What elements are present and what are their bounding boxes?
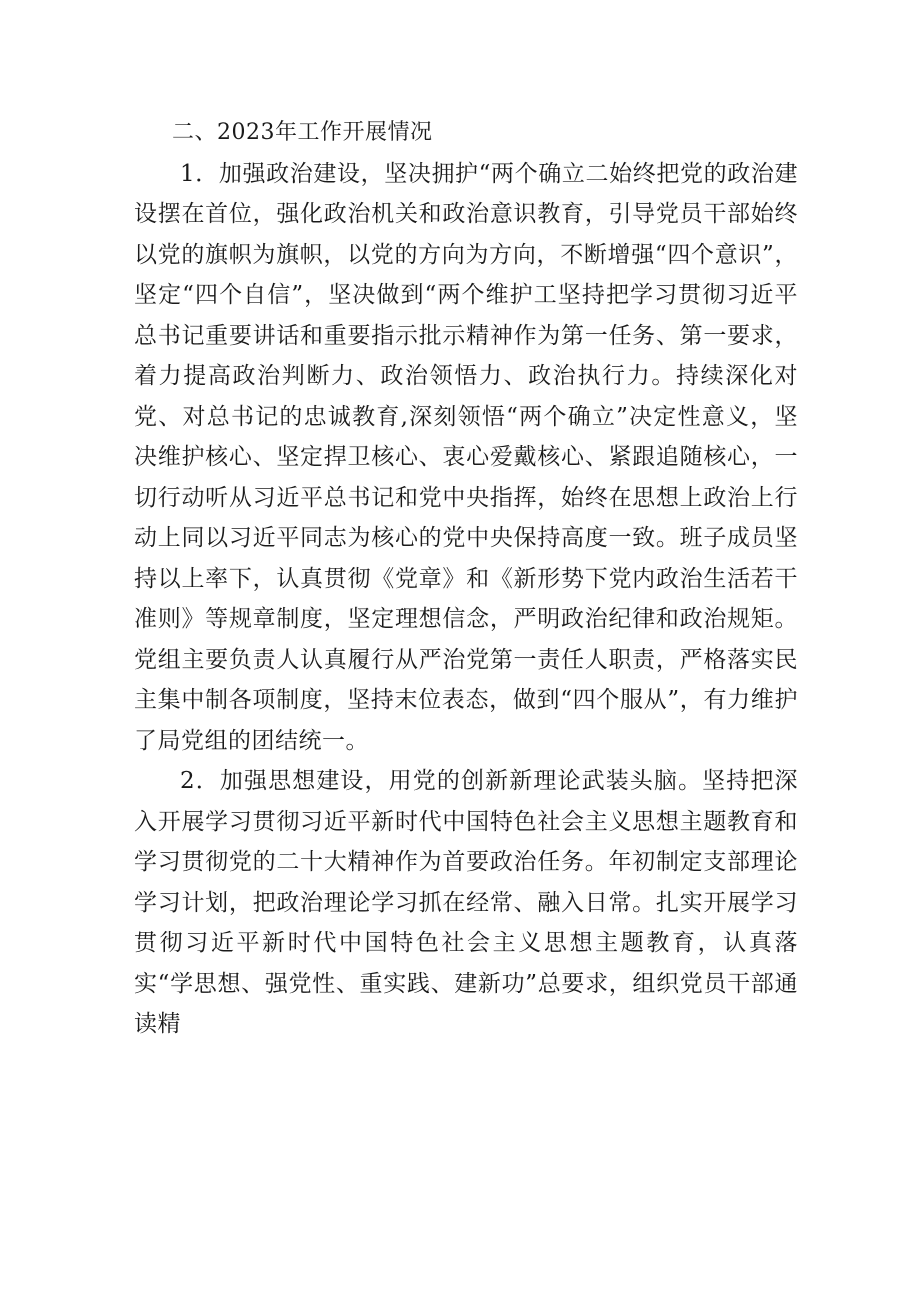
document-body	[134, 113, 798, 1045]
section-heading: 二、2023年工作开展情况	[172, 120, 433, 145]
paragraph-political-construction: 1．加强政治建设，坚决拥护“两个确立二始终把党的政治建设摆在首位，强化政治机关和政治意识教育，引导党员干部始终以党的旗帜为旗帜，以党的方向为方向，不断增强“四个意识”，坚定“四个自信”，坚决做到“两个维护工坚持把学习贯彻习近平总书记重要讲话和重要指示批示精神作为第一任务、第一要求，着力提高政治判断力、政治领悟力、政治执行力。持续深化对党、对总书记的忠诚教育,深刻领悟“两个确立”决定性意义，坚决维护核心、坚定捍卫核心、衷心爱戴核心、紧跟追随核心，一切行动听从习近平总书记和党中央指挥，始终在思想上政治上行动上同以习近平同志为核心的党中央保持高度一致。班子成员坚持以上率下，认真贯彻《党章》和《新形势下党内政治生活若干准则》等规章制度，坚定理想信念，严明政治纪律和政治规矩。党组主要负责人认真履行从严治党第一责任人职责，严格落实民主集中制各项制度，坚持末位表态，做到“四个服从”，有力维护了局党组的团结统一。	[134, 160, 798, 754]
paragraph-ideological-construction: 2．加强思想建设，用党的创新新理论武装头脑。坚持把深入开展学习贯彻习近平新时代中国特色社会主义思想主题教育和学习贯彻党的二十大精神作为首要政治任务。年初制定支部理论学习计划，把政治理论学习抓在经常、融入日常。扎实开展学习贯彻习近平新时代中国特色社会主义思想主题教育，认真落实“学思想、强党性、重实践、建新功”总要求，组织党员干部通读精	[134, 768, 798, 1037]
